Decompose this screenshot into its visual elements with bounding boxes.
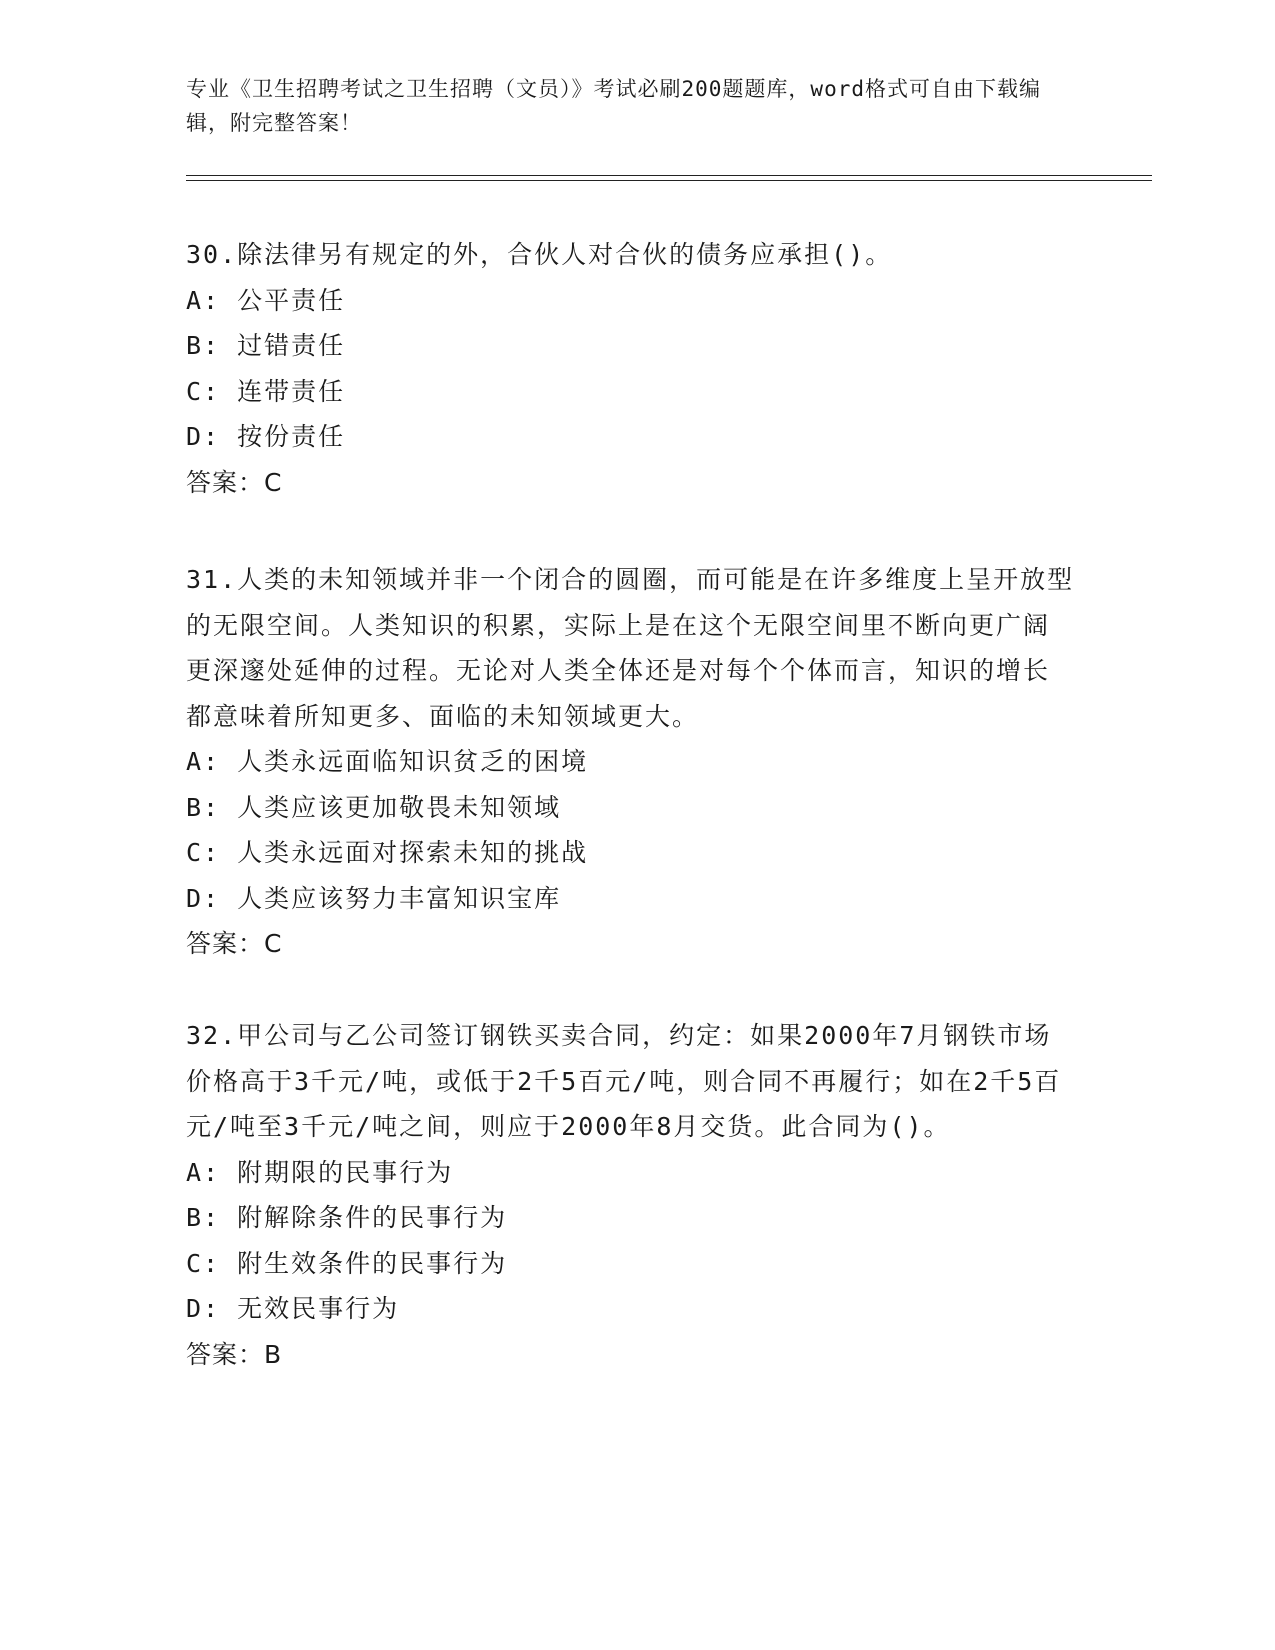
option-c: C: 附生效条件的民事行为 (186, 1248, 508, 1278)
option-a: A: 公平责任 (186, 285, 346, 315)
option-d: D: 按份责任 (186, 422, 346, 451)
question-stem: 31.人类的未知领域并非一个闭合的圆圈，而可能是在许多维度上呈开放型的无限空间。人类知识的积累，实际上是在这个无限空间里不断向更广阔更深邃处延伸的过程。无论对人类全体还是对每个个体而言，知识的增长都意味着所知更多、面临的未知领域更大。 (186, 565, 1075, 731)
option-d: D: 无效民事行为 (186, 1294, 400, 1323)
document-header: 专业《卫生招聘考试之卫生招聘（文员）》考试必刷200题题库，word格式可自由下载编辑，附完整答案！ (186, 77, 1041, 135)
question-32 (186, 1013, 1076, 1377)
question-31 (186, 557, 1076, 967)
header-divider-top (186, 175, 1152, 176)
header-divider-bottom (186, 180, 1152, 181)
question-stem: 32.甲公司与乙公司签订钢铁买卖合同，约定：如果2000年7月钢铁市场价格高于3千元/吨，或低于2千5百元/吨，则合同不再履行；如在2千5百元/吨至3千元/吨之间，则应于2000年8月交货。此合同为()。 (186, 1021, 1062, 1141)
option-a: A: 人类永远面临知识贫乏的困境 (186, 747, 589, 776)
option-b: B: 附解除条件的民事行为 (186, 1203, 508, 1232)
answer: 答案：C (186, 467, 283, 497)
answer: 答案：C (186, 929, 283, 958)
answer: 答案：B (186, 1339, 283, 1369)
option-a: A: 附期限的民事行为 (186, 1157, 454, 1187)
option-b: B: 人类应该更加敬畏未知领域 (186, 792, 562, 822)
option-c: C: 连带责任 (186, 376, 346, 406)
option-c: C: 人类永远面对探索未知的挑战 (186, 838, 589, 867)
option-d: D: 人类应该努力丰富知识宝库 (186, 883, 562, 913)
question-30 (186, 232, 1076, 505)
option-b: B: 过错责任 (186, 331, 346, 360)
question-stem: 30.除法律另有规定的外，合伙人对合伙的债务应承担()。 (186, 240, 893, 269)
